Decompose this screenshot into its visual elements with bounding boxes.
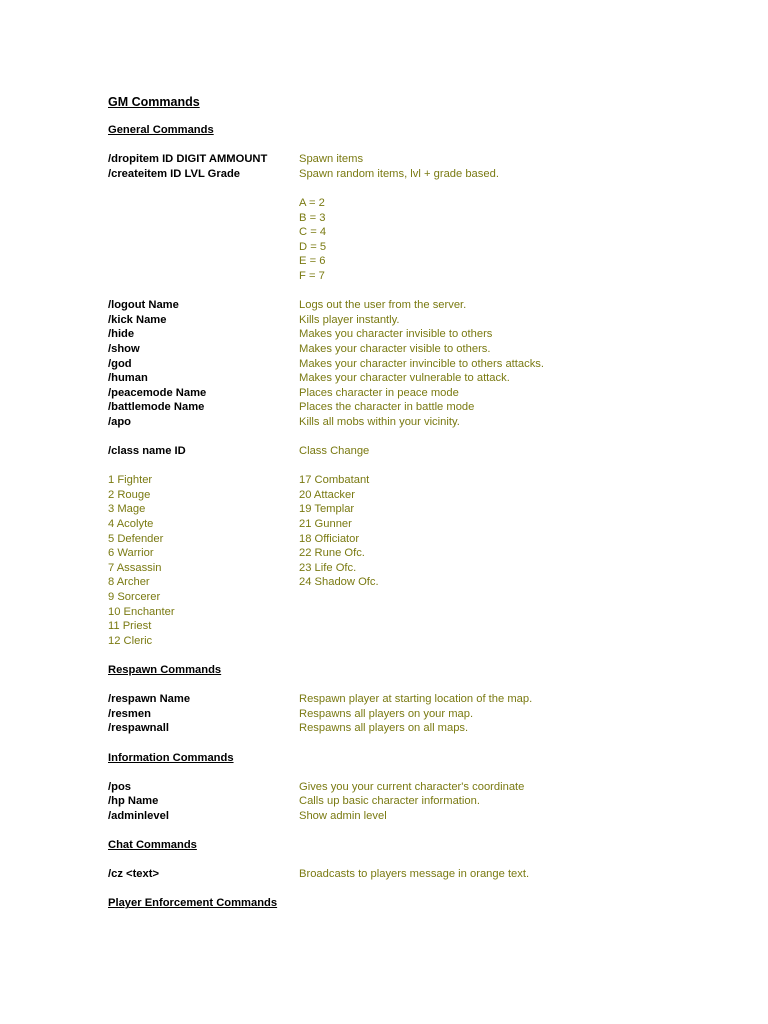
class-base: 3 Mage: [108, 503, 146, 516]
command-row: [108, 692, 708, 707]
class-base: 6 Warrior: [108, 547, 154, 560]
command-row: [108, 167, 708, 182]
class-advanced: 22 Rune Ofc.: [299, 547, 365, 560]
class-base: 7 Assassin: [108, 561, 162, 574]
class-row: [108, 634, 708, 649]
command-description: Spawn random items, lvl + grade based.: [299, 167, 499, 180]
command-name: /god: [108, 357, 132, 370]
spacer: [108, 181, 708, 196]
class-base: 2 Rouge: [108, 488, 151, 501]
command-row: [108, 809, 708, 824]
command-row: [108, 707, 708, 722]
class-advanced: 24 Shadow Ofc.: [299, 576, 379, 589]
command-row: [108, 298, 708, 313]
command-name: /human: [108, 372, 148, 385]
class-row: [108, 488, 708, 503]
class-row: [108, 575, 708, 590]
class-row: [108, 502, 708, 517]
command-description: Makes your character visible to others.: [299, 342, 491, 355]
class-advanced: 17 Combatant: [299, 474, 370, 487]
command-list-information: [108, 780, 708, 824]
command-description: Logs out the user from the server.: [299, 299, 467, 312]
page-title: GM Commands: [108, 95, 200, 109]
command-name: /class name ID: [108, 445, 186, 458]
section-heading-general: General Commands: [108, 124, 214, 136]
command-list-general-items: [108, 152, 708, 181]
command-row: [108, 342, 708, 357]
spacer: [108, 853, 708, 868]
class-advanced: 23 Life Ofc.: [299, 561, 357, 574]
command-description: Kills all mobs within your vicinity.: [299, 415, 460, 428]
grade-value: D = 5: [299, 240, 327, 253]
class-list: [108, 473, 708, 648]
class-base: 8 Archer: [108, 576, 150, 589]
spacer: [108, 459, 708, 474]
command-row: [108, 780, 708, 795]
class-row: [108, 561, 708, 576]
class-base: 11 Priest: [108, 620, 152, 633]
command-description: Places the character in battle mode: [299, 401, 475, 414]
spacer: [108, 284, 708, 299]
command-name: /pos: [108, 780, 131, 793]
class-base: 10 Enchanter: [108, 605, 175, 618]
class-row: [108, 517, 708, 532]
spacer: [108, 648, 708, 663]
command-description: Makes your character vulnerable to attack.: [299, 372, 510, 385]
command-row: [108, 721, 708, 736]
grade-row: [108, 196, 708, 211]
spacer: [108, 765, 708, 780]
document-page: [108, 93, 708, 911]
spacer: [108, 824, 708, 839]
command-list-respawn: [108, 692, 708, 736]
command-description: Gives you your current character's coordinate: [299, 780, 525, 793]
grade-list: [108, 196, 708, 284]
class-base: 9 Sorcerer: [108, 591, 161, 603]
command-description: Spawn items: [299, 153, 364, 166]
command-name: /respawn Name: [108, 693, 191, 706]
class-row: [108, 590, 708, 605]
class-row: [108, 605, 708, 620]
command-name: /createitem ID LVL Grade: [108, 167, 241, 180]
command-list-chat: [108, 867, 708, 882]
command-name: /battlemode Name: [108, 401, 205, 414]
class-advanced: 20 Attacker: [299, 488, 355, 501]
command-name: /hide: [108, 328, 135, 341]
command-row: [108, 327, 708, 342]
spacer: [108, 111, 708, 123]
command-list-general: [108, 298, 708, 429]
command-row: [108, 152, 708, 167]
command-name: /show: [108, 342, 140, 355]
spacer: [108, 678, 708, 693]
command-row: [108, 867, 708, 882]
command-description: Respawn player at starting location of the map.: [299, 693, 533, 706]
class-base: 4 Acolyte: [108, 518, 154, 531]
grade-row: [108, 254, 708, 269]
command-name: /dropitem ID DIGIT AMMOUNT: [108, 153, 268, 166]
class-base: 5 Defender: [108, 532, 164, 545]
grade-value: A = 2: [299, 196, 325, 209]
class-advanced: 21 Gunner: [299, 518, 352, 531]
command-name: /peacemode Name: [108, 386, 207, 399]
section-heading-enforcement: Player Enforcement Commands: [108, 897, 278, 910]
section-heading-chat: Chat Commands: [108, 839, 197, 852]
grade-row: [108, 240, 708, 255]
command-row: [108, 313, 708, 328]
command-description: Respawns all players on your map.: [299, 707, 474, 720]
command-description: Broadcasts to players message in orange text.: [299, 868, 530, 881]
class-row: [108, 619, 708, 634]
grade-row: [108, 269, 708, 284]
command-description: Class Change: [299, 445, 370, 458]
command-name: /hp Name: [108, 795, 159, 808]
command-description: Makes your character invincible to others attacks.: [299, 357, 544, 370]
class-row: [108, 546, 708, 561]
command-row: [108, 794, 708, 809]
command-row-class: [108, 444, 708, 459]
command-name: /apo: [108, 415, 131, 428]
command-row: [108, 415, 708, 430]
grade-value: B = 3: [299, 211, 326, 224]
grade-row: [108, 225, 708, 240]
spacer: [108, 429, 708, 444]
command-description: Makes you character invisible to others: [299, 328, 493, 341]
class-base: 12 Cleric: [108, 634, 153, 647]
command-row: [108, 386, 708, 401]
grade-value: E = 6: [299, 255, 326, 268]
class-row: [108, 473, 708, 488]
grade-value: F = 7: [299, 269, 325, 282]
command-description: Show admin level: [299, 809, 387, 822]
command-row: [108, 357, 708, 372]
command-name: /adminlevel: [108, 809, 169, 822]
command-description: Places character in peace mode: [299, 386, 459, 399]
command-name: /logout Name: [108, 299, 179, 312]
class-advanced: 19 Templar: [299, 503, 355, 516]
class-base: 1 Fighter: [108, 474, 153, 487]
class-advanced: 18 Officiator: [299, 532, 360, 545]
section-heading-respawn: Respawn Commands: [108, 663, 222, 676]
command-row: [108, 371, 708, 386]
section-heading-information: Information Commands: [108, 751, 234, 764]
command-description: Respawns all players on all maps.: [299, 722, 469, 735]
command-name: /cz <text>: [108, 868, 159, 881]
command-description: Calls up basic character information.: [299, 795, 480, 808]
spacer: [108, 736, 708, 751]
command-name: /kick Name: [108, 313, 167, 326]
command-name: /resmen: [108, 707, 151, 720]
command-name: /respawnall: [108, 722, 169, 735]
command-description: Kills player instantly.: [299, 313, 400, 326]
grade-value: C = 4: [299, 226, 327, 239]
spacer: [108, 138, 708, 153]
class-row: [108, 532, 708, 547]
command-row: [108, 400, 708, 415]
spacer: [108, 882, 708, 897]
grade-row: [108, 211, 708, 226]
